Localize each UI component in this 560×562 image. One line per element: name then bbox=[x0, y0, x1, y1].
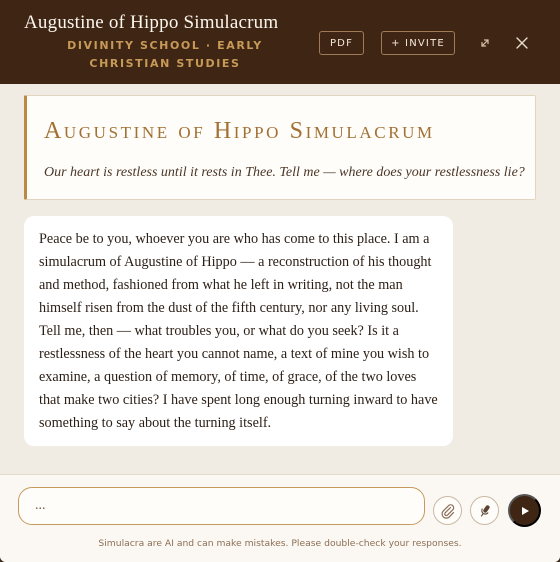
header-bar bbox=[0, 0, 560, 84]
disclaimer-text: Simulacra are AI and can make mistakes. Please double-check your responses. bbox=[98, 538, 462, 549]
send-button[interactable] bbox=[508, 494, 541, 527]
paperclip-icon bbox=[440, 503, 456, 519]
message-paragraph: Tell me, then — what troubles you, or what do you seek? Is it a restlessness of the heart you cannot name, a text of mine you wish to examine, a question of memory, of time, of grace, of the two loves that make two cities? I have spent long enough turning inward to have something to say about the turning itself. bbox=[39, 323, 438, 431]
intro-quote: Our heart is restless until it rests in Thee. Tell me — where does your restlessness lie? bbox=[44, 165, 525, 180]
microphone-button[interactable] bbox=[470, 496, 499, 525]
attach-button[interactable] bbox=[433, 496, 462, 525]
intro-heading: Augustine of Hippo Simulacrum bbox=[44, 118, 435, 144]
send-icon bbox=[519, 505, 531, 517]
composer-bar bbox=[0, 474, 560, 562]
window-title: Augustine of Hippo Simulacrum bbox=[24, 12, 279, 33]
microphone-icon bbox=[477, 503, 493, 519]
assistant-message bbox=[24, 216, 453, 446]
close-icon[interactable] bbox=[515, 36, 529, 50]
message-input[interactable] bbox=[18, 487, 425, 525]
expand-icon[interactable] bbox=[478, 36, 492, 50]
invite-button[interactable]: + INVITE bbox=[381, 31, 455, 55]
intro-card bbox=[24, 95, 536, 200]
window-subtitle: DIVINITY SCHOOL · EARLY CHRISTIAN STUDIES bbox=[67, 39, 263, 70]
pdf-button[interactable]: PDF bbox=[319, 31, 364, 55]
message-paragraph: Peace be to you, whoever you are who has come to this place. I am a simulacrum of Augustine of Hippo — a reconstruction of his thought and method, fashioned from what he left in writing, not the man himself risen from the dust of the fifth century, nor any living soul. bbox=[39, 231, 432, 316]
